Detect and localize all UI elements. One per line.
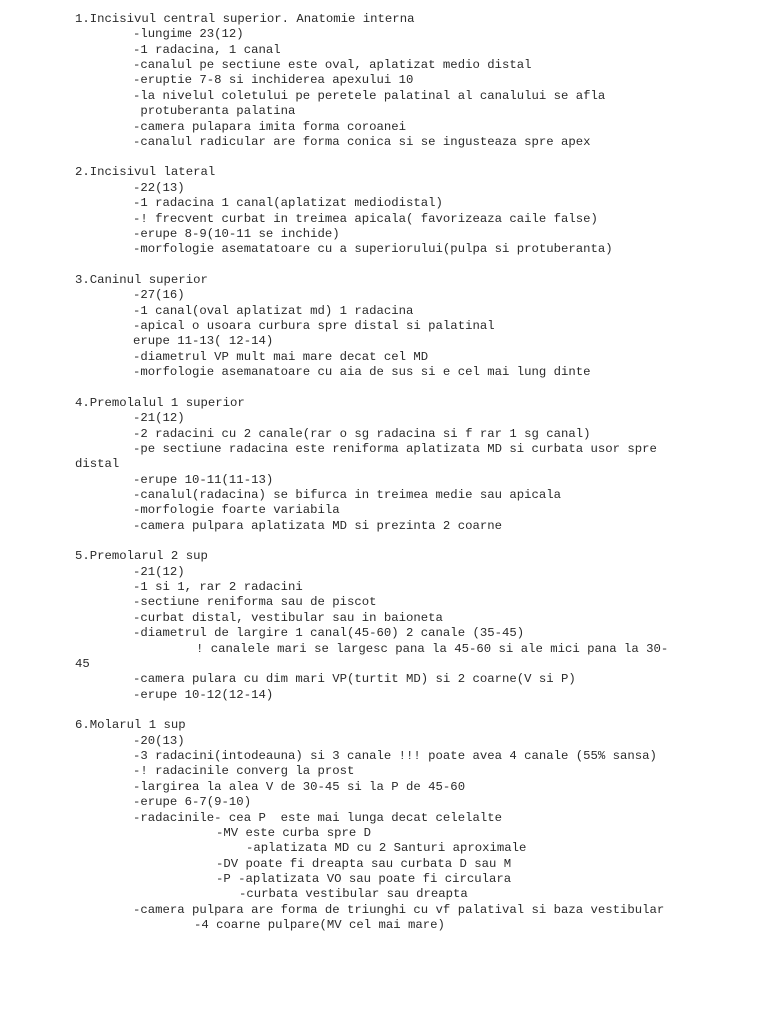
section-1-line: -camera pulapara imita forma coroanei (133, 120, 407, 134)
section-1-line: -la nivelul coletului pe peretele palatinal al canalului se afla (133, 89, 606, 103)
section-4-line: -pe sectiune radacina este reniforma aplatizata MD si curbata usor spre (133, 442, 657, 456)
section-5-line: -curbat distal, vestibular sau in baioneta (133, 611, 443, 625)
section-2-title: 2.Incisivul lateral (75, 165, 216, 179)
section-3-line: erupe 11-13( 12-14) (133, 334, 274, 348)
section-6-line: -3 radacini(intodeauna) si 3 canale !!! poate avea 4 canale (55% sansa) (133, 749, 657, 763)
section-4-line: -2 radacini cu 2 canale(rar o sg radacina si f rar 1 sg canal) (133, 427, 591, 441)
section-6-line: -4 coarne pulpare(MV cel mai mare) (194, 918, 445, 932)
section-4-line: -21(12) (133, 411, 185, 425)
section-4-line: -camera pulpara aplatizata MD si prezinta 2 coarne (133, 519, 502, 533)
section-2-line: -1 radacina 1 canal(aplatizat mediodistal) (133, 196, 443, 210)
section-6-line: -radacinile- cea P este mai lunga decat celelalte (133, 811, 502, 825)
section-6-line: -erupe 6-7(9-10) (133, 795, 252, 809)
section-2-line: -erupe 8-9(10-11 se inchide) (133, 227, 340, 241)
section-4-line: -erupe 10-11(11-13) (133, 473, 274, 487)
section-5-line: -1 si 1, rar 2 radacini (133, 580, 303, 594)
section-6-title: 6.Molarul 1 sup (75, 718, 186, 732)
section-2-line: -morfologie asematatoare cu a superiorului(pulpa si protuberanta) (133, 242, 613, 256)
section-6-line: -DV poate fi dreapta sau curbata D sau M (216, 857, 512, 871)
section-6-line: -aplatizata MD cu 2 Santuri aproximale (246, 841, 527, 855)
section-6-line: -camera pulpara are forma de triunghi cu vf palatival si baza vestibular (133, 903, 665, 917)
section-2-line: -22(13) (133, 181, 185, 195)
section-5-line: 45 (75, 657, 90, 671)
section-5-line: -diametrul de largire 1 canal(45-60) 2 canale (35-45) (133, 626, 525, 640)
section-6-line: -! radacinile converg la prost (133, 764, 355, 778)
section-6-line: -curbata vestibular sau dreapta (239, 887, 468, 901)
section-3-title: 3.Caninul superior (75, 273, 208, 287)
section-4-line: -morfologie foarte variabila (133, 503, 340, 517)
section-5-line: -erupe 10-12(12-14) (133, 688, 274, 702)
section-5-line: ! canalele mari se largesc pana la 45-60 si ale mici pana la 30- (196, 642, 669, 656)
section-1-line: -canalul pe sectiune este oval, aplatizat medio distal (133, 58, 532, 72)
section-3-line: -morfologie asemanatoare cu aia de sus si e cel mai lung dinte (133, 365, 591, 379)
section-3-line: -27(16) (133, 288, 185, 302)
section-4-title: 4.Premolalul 1 superior (75, 396, 245, 410)
section-5-line: -camera pulara cu dim mari VP(turtit MD) si 2 coarne(V si P) (133, 672, 576, 686)
section-6-line: -largirea la alea V de 30-45 si la P de 45-60 (133, 780, 466, 794)
section-4-line: -canalul(radacina) se bifurca in treimea medie sau apicala (133, 488, 562, 502)
section-6-line: -MV este curba spre D (216, 826, 371, 840)
section-1-line: protuberanta palatina (133, 104, 296, 118)
section-1-line: -canalul radicular are forma conica si se ingusteaza spre apex (133, 135, 591, 149)
section-1-line: -1 radacina, 1 canal (133, 43, 281, 57)
section-5-line: -sectiune reniforma sau de piscot (133, 595, 377, 609)
section-5-line: -21(12) (133, 565, 185, 579)
section-3-line: -1 canal(oval aplatizat md) 1 radacina (133, 304, 414, 318)
section-3-line: -diametrul VP mult mai mare decat cel MD (133, 350, 429, 364)
section-1-line: -lungime 23(12) (133, 27, 244, 41)
section-6-line: -20(13) (133, 734, 185, 748)
section-5-title: 5.Premolarul 2 sup (75, 549, 208, 563)
section-3-line: -apical o usoara curbura spre distal si palatinal (133, 319, 495, 333)
section-1-line: -eruptie 7-8 si inchiderea apexului 10 (133, 73, 414, 87)
section-1-title: 1.Incisivul central superior. Anatomie interna (75, 12, 415, 26)
section-4-line: distal (75, 457, 120, 471)
section-2-line: -! frecvent curbat in treimea apicala( favorizeaza caile false) (133, 212, 598, 226)
section-6-line: -P -aplatizata VO sau poate fi circulara (216, 872, 512, 886)
